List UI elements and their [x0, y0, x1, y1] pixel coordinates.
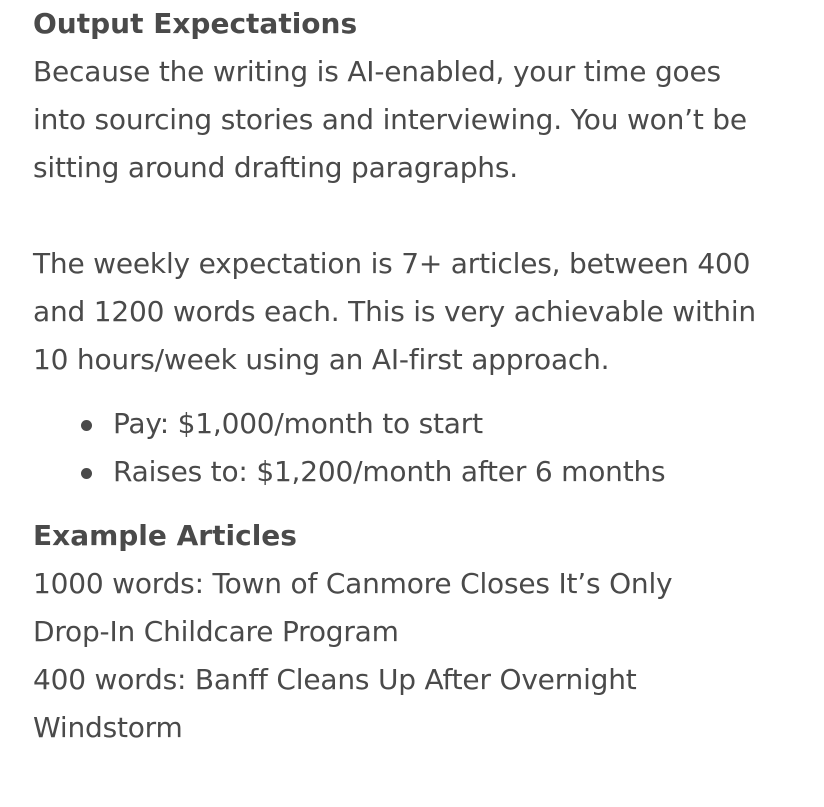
paragraph-line: 10 hours/week using an AI-first approach. [33, 343, 610, 376]
bullet-text: Pay: $1,000/month to start [113, 407, 483, 440]
example-article-2 [33, 656, 808, 752]
pay-bullet [33, 400, 808, 448]
bullet-text: Raises to: $1,200/month after 6 months [113, 455, 666, 488]
paragraph-line: into sourcing stories and interviewing. You won’t be [33, 103, 747, 136]
article-line: Drop-In Childcare Program [33, 615, 399, 648]
paragraph-line: sitting around drafting paragraphs. [33, 151, 518, 184]
output-paragraph-2 [33, 240, 808, 384]
example-article-1 [33, 560, 808, 656]
article-line: 1000 words: Town of Canmore Closes It’s Only [33, 567, 673, 600]
output-expectations-heading: Output Expectations [33, 7, 358, 40]
paragraph-line: and 1200 words each. This is very achievable within [33, 295, 756, 328]
raise-bullet [33, 448, 808, 496]
bullet-dot-icon [81, 468, 92, 479]
paragraph-line: Because the writing is AI-enabled, your time goes [33, 55, 721, 88]
output-paragraph-1 [33, 48, 808, 192]
pay-bullet-list [33, 400, 808, 496]
article-line: 400 words: Banff Cleans Up After Overnight [33, 663, 637, 696]
article-line: Windstorm [33, 711, 183, 744]
paragraph-line: The weekly expectation is 7+ articles, between 400 [33, 247, 751, 280]
bullet-dot-icon [81, 420, 92, 431]
example-articles-heading: Example Articles [33, 519, 297, 552]
paragraph-spacer [33, 192, 808, 240]
document [33, 0, 808, 752]
